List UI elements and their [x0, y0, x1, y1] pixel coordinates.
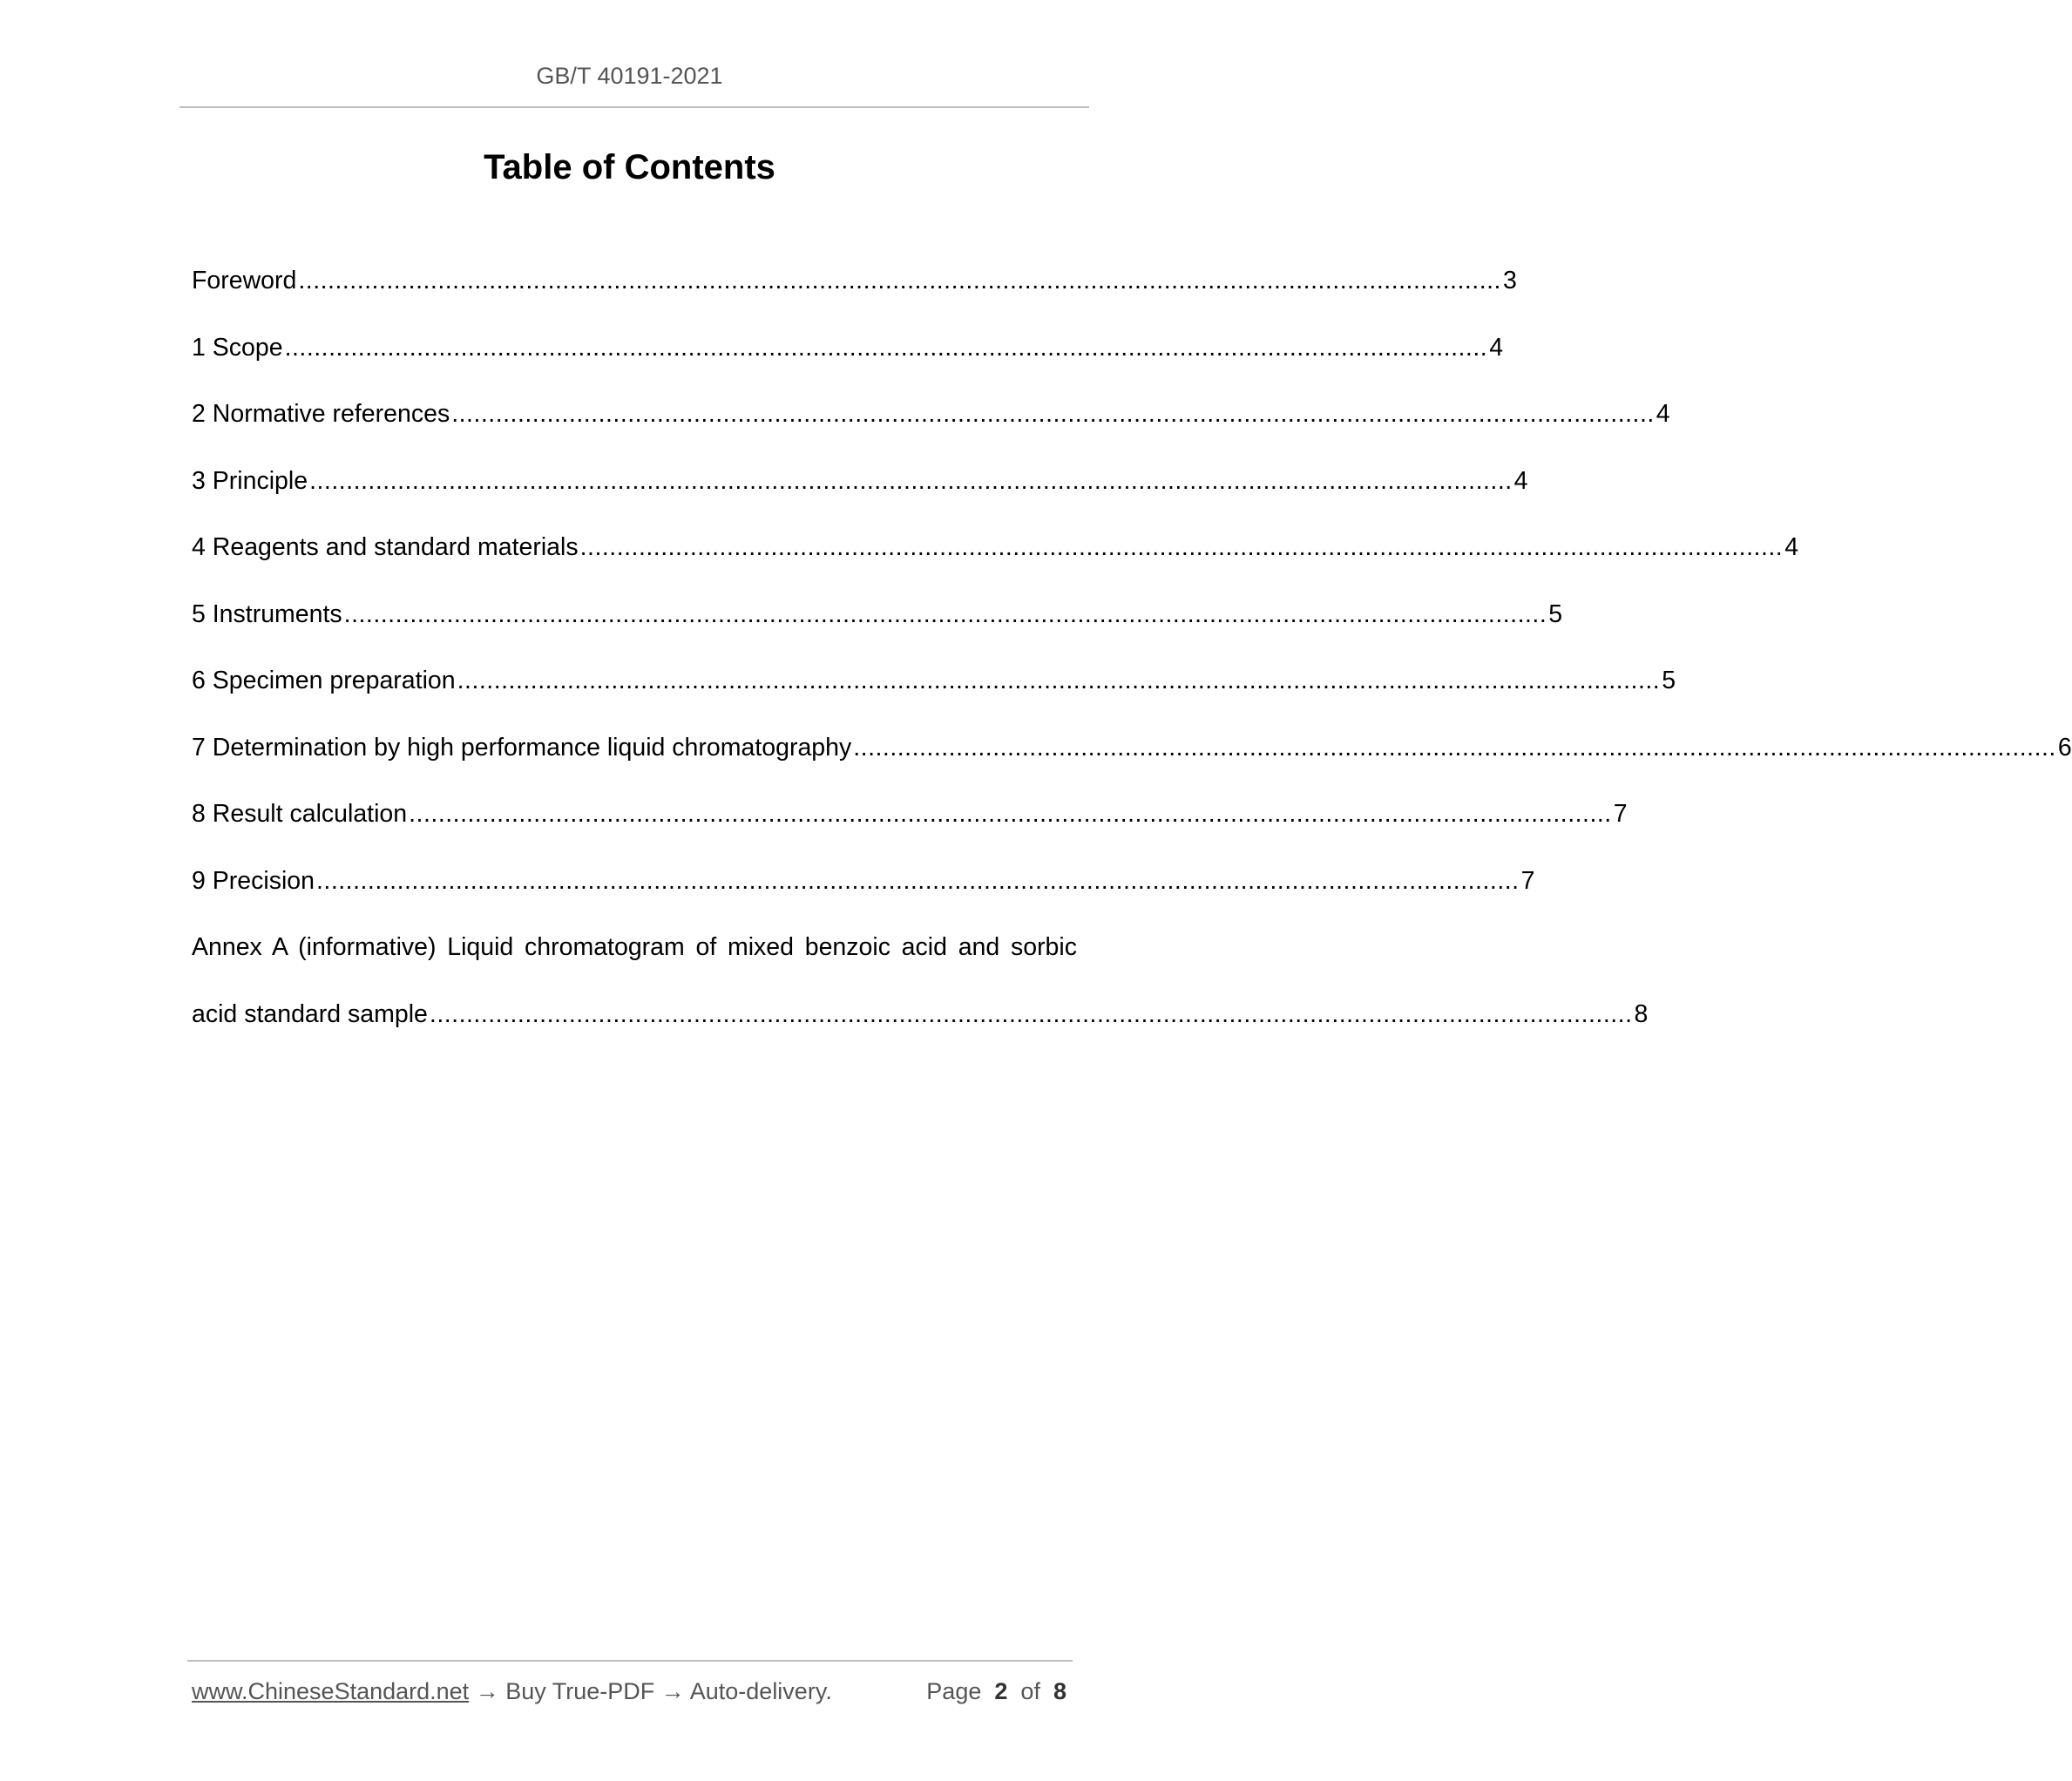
- page-footer: [192, 1678, 1073, 1705]
- toc-entry-reagents[interactable]: [192, 514, 1799, 581]
- toc-entry-page: 8: [1634, 999, 1649, 1028]
- toc-entry-label: 6 Specimen preparation: [192, 667, 456, 695]
- toc-entry-determination[interactable]: [192, 714, 2072, 782]
- toc-entry-page: 7: [1613, 800, 1628, 829]
- toc-dot-leader: ....................................................................................................................................................................: [409, 800, 1612, 829]
- toc-entry-annex-a-line1[interactable]: Annex A (informative) Liquid chromatogram of mixed benzoic acid and sorbic: [192, 933, 1077, 961]
- toc-entry-label: 3 Principle: [192, 466, 308, 495]
- toc-entry-annex-a-line2[interactable]: [192, 981, 1649, 1048]
- footer-promo-text: → Buy True-PDF → Auto-delivery.: [469, 1678, 832, 1704]
- toc-entry-principle[interactable]: [192, 448, 1528, 515]
- toc-entry-label: 2 Normative references: [192, 400, 450, 429]
- toc-entry-specimen-preparation[interactable]: [192, 647, 1676, 714]
- toc-entry-result-calculation[interactable]: [192, 781, 1628, 848]
- toc-entry-label: 7 Determination by high performance liquid chromatography: [192, 733, 852, 762]
- header-divider: [179, 106, 1089, 108]
- toc-entry-page: 4: [1784, 533, 1799, 562]
- toc-entry-precision[interactable]: [192, 848, 1535, 915]
- total-pages: 8: [1053, 1678, 1066, 1704]
- toc-dot-leader: ....................................................................................................................................................................: [309, 466, 1513, 495]
- toc-entry-normative-references[interactable]: [192, 381, 1670, 448]
- toc-entry-page: 4: [1489, 333, 1504, 362]
- toc-dot-leader: ....................................................................................................................................................................: [343, 599, 1547, 628]
- footer-divider: [187, 1660, 1073, 1662]
- toc-dot-leader: ....................................................................................................................................................................: [298, 267, 1501, 295]
- toc-entry-label: 4 Reagents and standard materials: [192, 533, 579, 562]
- toc-entry-label: 8 Result calculation: [192, 800, 408, 829]
- toc-entry-page: 5: [1548, 599, 1563, 628]
- toc-dot-leader: ....................................................................................................................................................................: [284, 333, 1488, 362]
- page-header: GB/T 40191-2021: [536, 63, 723, 89]
- page-title: Table of Contents: [484, 148, 775, 186]
- toc-dot-leader: ....................................................................................................................................................................: [853, 733, 2056, 762]
- toc-dot-leader: ....................................................................................................................................................................: [315, 866, 1520, 895]
- website-link[interactable]: www.ChineseStandard.net: [192, 1678, 470, 1704]
- table-of-contents: [192, 247, 2072, 1047]
- toc-dot-leader: ....................................................................................................................................................................: [457, 667, 1661, 695]
- toc-entry-label: Foreword: [192, 267, 297, 295]
- toc-entry-page: 4: [1513, 466, 1528, 495]
- toc-entry-instruments[interactable]: [192, 581, 1563, 648]
- toc-entry-foreword[interactable]: [192, 247, 1517, 315]
- toc-entry-label: 9 Precision: [192, 866, 315, 895]
- page-number: Page 2 of 8: [926, 1678, 1066, 1704]
- toc-entry-page: 4: [1656, 400, 1670, 429]
- toc-entry-page: 3: [1502, 267, 1517, 295]
- toc-entry-label: acid standard sample: [192, 999, 428, 1028]
- footer-promo: [192, 1678, 832, 1705]
- toc-dot-leader: ....................................................................................................................................................................: [451, 400, 1655, 429]
- toc-dot-leader: ....................................................................................................................................................................: [429, 999, 1633, 1028]
- toc-entry-page: 7: [1520, 866, 1535, 895]
- toc-entry-label: 1 Scope: [192, 333, 283, 362]
- current-page: 2: [994, 1678, 1008, 1704]
- toc-dot-leader: ....................................................................................................................................................................: [579, 533, 1784, 562]
- toc-entry-label: 5 Instruments: [192, 599, 342, 628]
- toc-entry-page: 5: [1662, 667, 1676, 695]
- toc-entry-page: 6: [2057, 733, 2072, 762]
- toc-entry-scope[interactable]: [192, 315, 1504, 382]
